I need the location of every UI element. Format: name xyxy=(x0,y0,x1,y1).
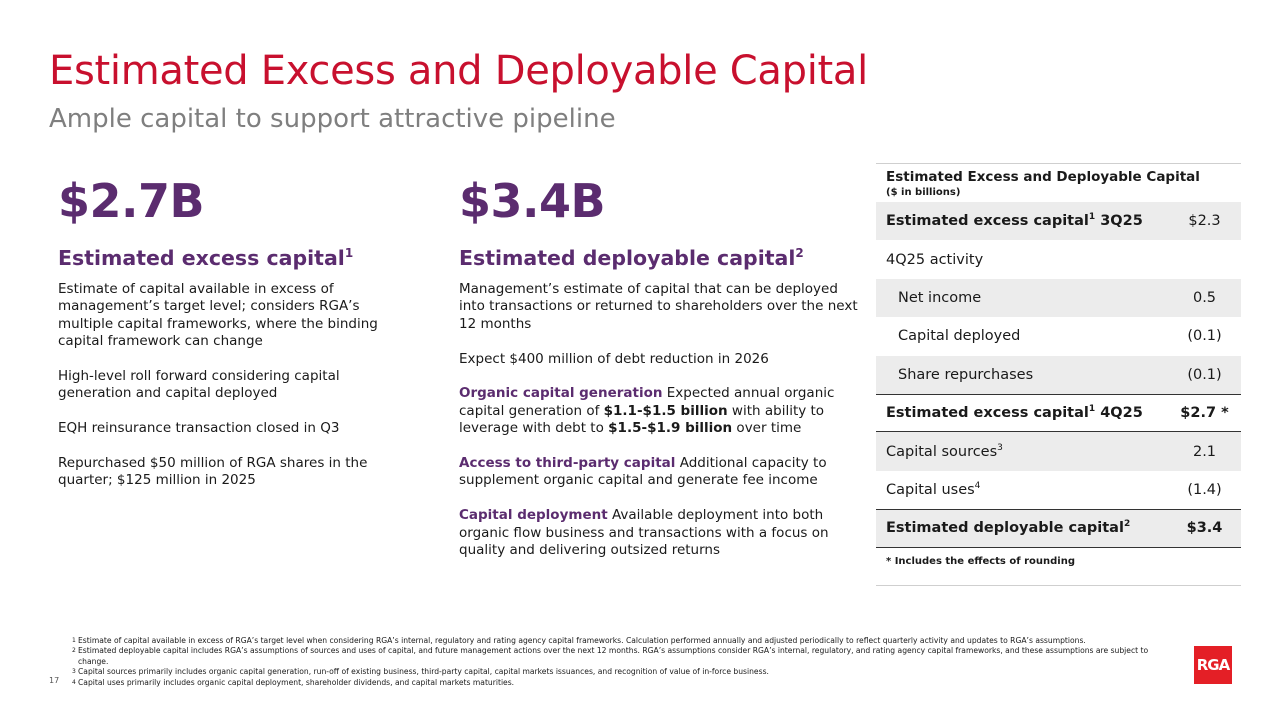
footnote-ref: 1 xyxy=(1088,404,1096,415)
deployable-capital-figure: $3.4B xyxy=(459,174,606,228)
paragraph-text: Additional capacity to supplement organic capital and generate fee income xyxy=(459,455,827,489)
paragraph: Expect $400 million of debt reduction in 2026 xyxy=(459,350,769,367)
table-row xyxy=(876,394,1241,432)
footnote-text: Capital uses primarily includes organic capital deployment, shareholder dividends, and capital markets maturities. xyxy=(78,677,515,687)
table-header xyxy=(876,164,1241,202)
deployable-capital-body xyxy=(459,281,859,559)
footnote-number: 4 xyxy=(72,678,76,686)
row-label: Capital deployed xyxy=(898,328,1021,345)
row-value: $2.7 * xyxy=(1180,405,1229,422)
paragraph-text: with ability to leverage with debt to xyxy=(459,402,825,437)
footnote-ref: 1 xyxy=(344,246,354,260)
table-units: ($ in billions) xyxy=(886,187,961,198)
row-label xyxy=(876,520,1168,536)
excess-capital-figure: $2.7B xyxy=(58,174,205,228)
excess-capital-column xyxy=(58,172,408,490)
excess-capital-heading xyxy=(58,244,408,272)
table-row xyxy=(876,279,1241,317)
row-value: $2.3 xyxy=(1188,213,1221,230)
page-subtitle: Ample capital to support attractive pipeline xyxy=(49,104,616,134)
organic-capital-paragraph xyxy=(459,385,859,437)
row-label-text: Capital uses xyxy=(886,481,975,498)
footnote-text: Estimated deployable capital includes RGA’s assumptions of sources and uses of capital, and future management actions over the next 12 months. RGA’s assumptions consider RGA’s internal, regulatory, and rating agency capital frameworks, and these assumptions are subject to change. xyxy=(78,646,1149,666)
excess-capital-body xyxy=(58,281,408,490)
page-number: 17 xyxy=(49,676,60,685)
deployable-capital-heading-text: Estimated deployable capital xyxy=(459,246,796,270)
row-label-text: Capital sources xyxy=(886,443,998,460)
paragraph-bold: $1.1-$1.5 billion xyxy=(603,402,728,419)
rga-logo: RGA xyxy=(1194,646,1232,684)
row-label-suffix: 3Q25 xyxy=(1095,213,1143,230)
excess-capital-heading-text: Estimated excess capital xyxy=(58,246,345,270)
third-party-capital-paragraph xyxy=(459,455,859,490)
row-label-text: Estimated excess capital xyxy=(886,213,1089,230)
row-value: $3.4 xyxy=(1186,520,1223,537)
paragraph-lead: Capital deployment xyxy=(459,507,608,524)
footnote-number: 1 xyxy=(72,637,76,644)
row-label: Net income xyxy=(898,289,982,306)
footnotes xyxy=(72,636,1157,688)
table-row xyxy=(876,471,1241,509)
row-value: 2.1 xyxy=(1192,443,1217,460)
table-row xyxy=(876,202,1241,240)
table-row xyxy=(876,432,1241,470)
paragraph: Repurchased $50 million of RGA shares in the quarter; $125 million in 2025 xyxy=(58,455,368,489)
footnote xyxy=(72,646,1157,667)
footnote-text: Capital sources primarily includes organic capital generation, run-off of existing business, third-party capital, capital markets issuances, and recognition of value of in-force business. xyxy=(78,667,769,677)
deployable-capital-heading xyxy=(459,244,859,272)
row-label: 4Q25 activity xyxy=(886,251,984,268)
footnote xyxy=(72,636,1157,646)
row-label xyxy=(876,482,1168,498)
paragraph-text: Available deployment into both organic flow business and transactions with a focus on quality and delivering outsized returns xyxy=(459,507,829,559)
capital-table xyxy=(876,163,1241,586)
table-row xyxy=(876,356,1241,394)
deployable-capital-column xyxy=(459,172,859,559)
paragraph: Management’s estimate of capital that can be deployed into transactions or returned to shareholders over the next 12 months xyxy=(459,281,858,332)
footnote-ref: 3 xyxy=(997,442,1003,453)
footnote-number: 3 xyxy=(72,668,76,676)
table-note: * Includes the effects of rounding xyxy=(886,555,1075,567)
paragraph-text: over time xyxy=(732,420,802,437)
row-value: (0.1) xyxy=(1187,328,1222,345)
footnote-text: Estimate of capital available in excess of RGA’s target level when considering RGA’s internal, regulatory and rating agency capital frameworks. Calculation performed annually and adjusted periodically to reflect quarterly activity and updates to RGA’s assumptions. xyxy=(78,636,1086,645)
paragraph: High-level roll forward considering capital generation and capital deployed xyxy=(58,368,340,402)
footnote xyxy=(72,678,1157,688)
paragraph: Estimate of capital available in excess of management’s target level; considers RGA’s multiple capital frameworks, where the binding capital framework can change xyxy=(58,281,378,350)
footnote-ref: 4 xyxy=(974,480,981,491)
row-label-text: Estimated excess capital xyxy=(886,405,1089,422)
row-value: 0.5 xyxy=(1192,289,1217,306)
row-value: (1.4) xyxy=(1187,481,1222,498)
row-label xyxy=(876,405,1168,421)
row-label xyxy=(876,213,1168,229)
paragraph: EQH reinsurance transaction closed in Q3 xyxy=(58,420,340,437)
table-row xyxy=(876,509,1241,547)
paragraph-lead: Organic capital generation xyxy=(459,385,663,402)
paragraph-lead: Access to third-party capital xyxy=(459,455,676,472)
paragraph-text: Expected annual organic capital generation of xyxy=(459,385,835,419)
row-label-suffix: 4Q25 xyxy=(1095,405,1143,422)
footnote xyxy=(72,667,1157,677)
paragraph-bold: $1.5-$1.9 billion xyxy=(608,420,733,437)
row-label: Share repurchases xyxy=(898,366,1034,383)
row-value: (0.1) xyxy=(1187,366,1222,383)
row-label-text: Estimated deployable capital xyxy=(886,520,1124,537)
capital-deployment-paragraph xyxy=(459,507,859,559)
table-title: Estimated Excess and Deployable Capital xyxy=(886,169,1200,185)
row-label xyxy=(876,444,1168,460)
footnote-ref: 1 xyxy=(1088,212,1096,223)
page-title: Estimated Excess and Deployable Capital xyxy=(49,48,868,94)
table-row xyxy=(876,317,1241,355)
footnote-ref: 2 xyxy=(795,246,804,260)
footnote-number: 2 xyxy=(72,647,76,655)
footnote-ref: 2 xyxy=(1123,519,1131,530)
table-row xyxy=(876,240,1241,278)
